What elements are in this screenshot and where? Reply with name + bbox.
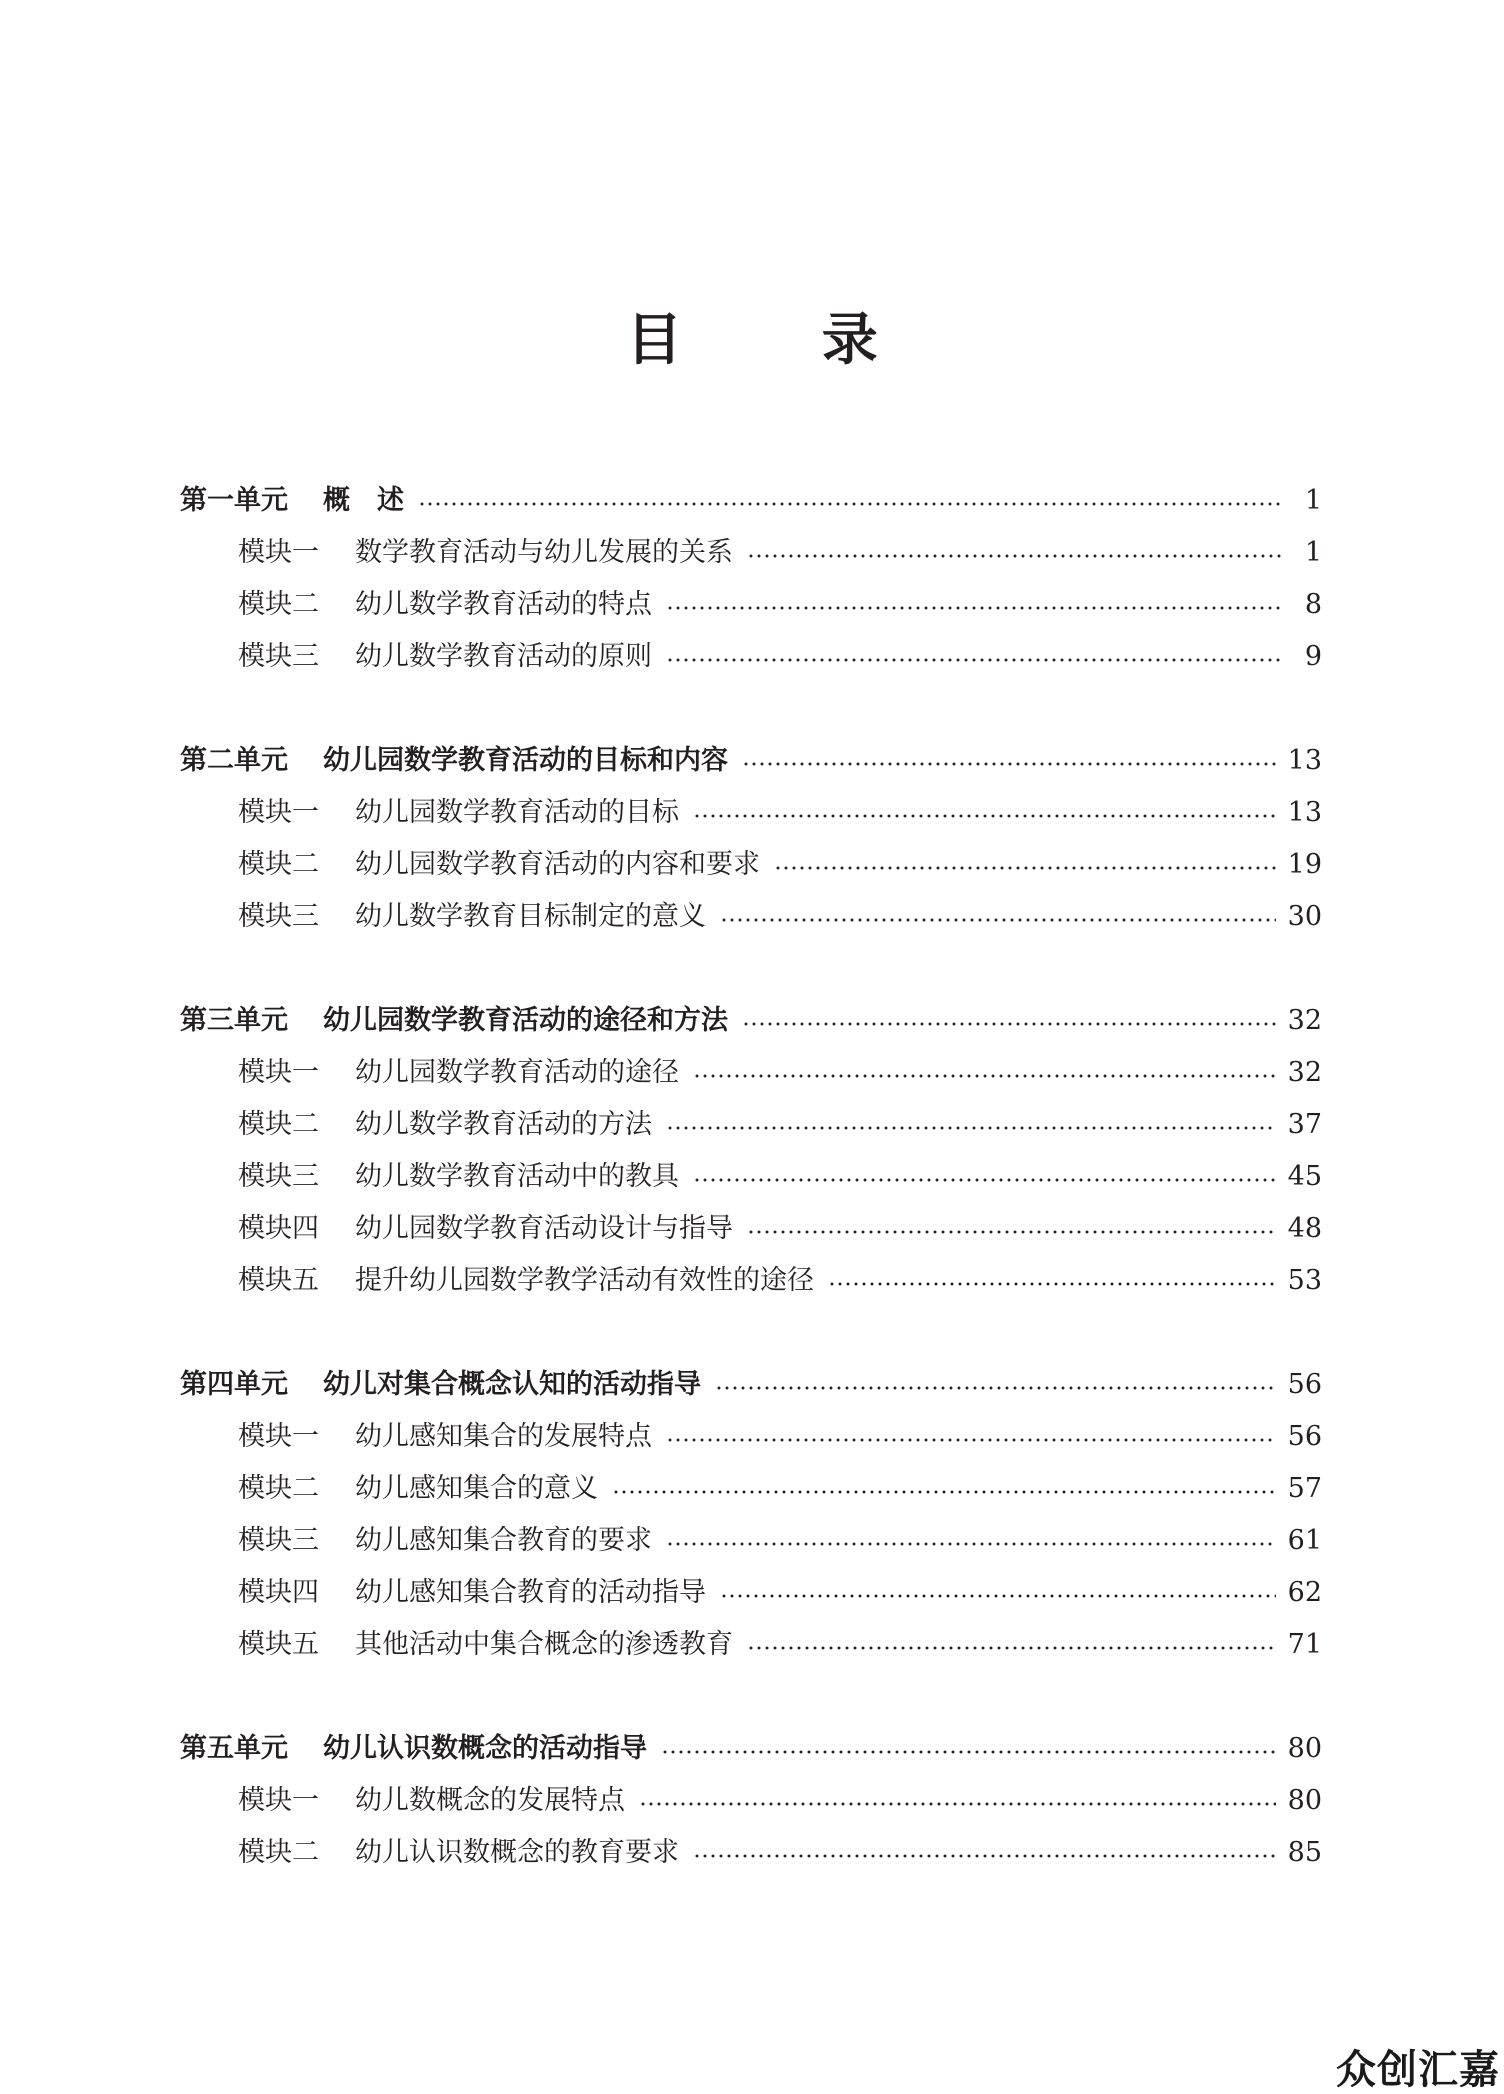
page-number: 85 (1287, 1837, 1322, 1868)
toc-module-entry[interactable] (180, 787, 1322, 839)
module-label: 模块三 (238, 1161, 319, 1192)
module-label: 模块二 (238, 1473, 319, 1504)
module-title: 幼儿数学教育目标制定的意义 (355, 901, 706, 932)
toc-unit-4 (180, 1359, 1322, 1671)
dot-leader (693, 814, 1276, 818)
module-title: 幼儿感知集合教育的要求 (355, 1525, 652, 1556)
module-label: 模块二 (238, 589, 319, 620)
dot-leader (693, 1074, 1276, 1078)
page-number: 56 (1287, 1421, 1322, 1452)
page-number: 8 (1304, 589, 1322, 620)
page-number: 53 (1287, 1265, 1322, 1296)
unit-title: 概 述 (323, 485, 404, 516)
module-label: 模块三 (238, 1525, 319, 1556)
module-title: 幼儿数学教育活动的方法 (355, 1109, 652, 1140)
page-number: 32 (1287, 1057, 1322, 1088)
module-label: 模块一 (238, 1785, 319, 1816)
dot-leader (742, 762, 1276, 766)
toc-unit-entry[interactable] (180, 995, 1322, 1047)
dot-leader (747, 1230, 1276, 1234)
dot-leader (715, 1386, 1276, 1390)
dot-leader (693, 1178, 1276, 1182)
module-label: 模块一 (238, 537, 319, 568)
module-title: 幼儿感知集合的发展特点 (355, 1421, 652, 1452)
unit-label: 第三单元 (180, 1005, 288, 1036)
unit-title: 幼儿认识数概念的活动指导 (323, 1733, 647, 1764)
module-label: 模块三 (238, 901, 319, 932)
unit-label: 第二单元 (180, 745, 288, 776)
module-title: 其他活动中集合概念的渗透教育 (355, 1629, 733, 1660)
module-title: 幼儿数学教育活动的原则 (355, 641, 652, 672)
page-number: 1 (1304, 537, 1322, 568)
page-number: 9 (1304, 641, 1322, 672)
module-label: 模块四 (238, 1577, 319, 1608)
dot-leader (661, 1750, 1276, 1754)
toc-module-entry[interactable] (180, 1411, 1322, 1463)
toc-module-entry[interactable] (180, 1567, 1322, 1619)
page-number: 1 (1304, 485, 1322, 516)
page-number: 13 (1287, 797, 1322, 828)
toc-module-entry[interactable] (180, 1047, 1322, 1099)
toc-module-entry[interactable] (180, 1827, 1322, 1879)
module-label: 模块五 (238, 1265, 319, 1296)
module-title: 幼儿园数学教育活动的目标 (355, 797, 679, 828)
dot-leader (828, 1282, 1276, 1286)
module-label: 模块三 (238, 641, 319, 672)
dot-leader (774, 866, 1276, 870)
page-number: 71 (1287, 1629, 1322, 1660)
dot-leader (720, 918, 1276, 922)
page-number: 62 (1287, 1577, 1322, 1608)
page-number: 45 (1287, 1161, 1322, 1192)
toc-unit-entry[interactable] (180, 475, 1322, 527)
toc-unit-5 (180, 1723, 1322, 1879)
toc-module-entry[interactable] (180, 891, 1322, 943)
toc-module-entry[interactable] (180, 579, 1322, 631)
module-title: 幼儿园数学教育活动的途径 (355, 1057, 679, 1088)
page-number: 19 (1287, 849, 1322, 880)
dot-leader (666, 1438, 1276, 1442)
toc-unit-entry[interactable] (180, 1723, 1322, 1775)
page-number: 30 (1287, 901, 1322, 932)
module-title: 幼儿数学教育活动中的教具 (355, 1161, 679, 1192)
dot-leader (747, 1646, 1276, 1650)
unit-title: 幼儿园数学教育活动的目标和内容 (323, 745, 728, 776)
toc-module-entry[interactable] (180, 1775, 1322, 1827)
page-number: 37 (1287, 1109, 1322, 1140)
module-label: 模块二 (238, 1109, 319, 1140)
toc-unit-1 (180, 475, 1322, 683)
dot-leader (693, 1854, 1276, 1858)
module-label: 模块四 (238, 1213, 319, 1244)
dot-leader (612, 1490, 1276, 1494)
page-number: 80 (1287, 1785, 1322, 1816)
toc-module-entry[interactable] (180, 1515, 1322, 1567)
toc-module-entry[interactable] (180, 1203, 1322, 1255)
dot-leader (666, 606, 1284, 610)
toc-module-entry[interactable] (180, 1619, 1322, 1671)
module-title: 数学教育活动与幼儿发展的关系 (355, 537, 733, 568)
module-label: 模块二 (238, 849, 319, 880)
module-title: 提升幼儿园数学教学活动有效性的途径 (355, 1265, 814, 1296)
toc-unit-entry[interactable] (180, 735, 1322, 787)
dot-leader (418, 502, 1284, 506)
module-title: 幼儿感知集合的意义 (355, 1473, 598, 1504)
dot-leader (742, 1022, 1276, 1026)
unit-title: 幼儿对集合概念认知的活动指导 (323, 1369, 701, 1400)
toc-module-entry[interactable] (180, 1099, 1322, 1151)
page-title: 目 录 (626, 307, 938, 373)
toc-module-entry[interactable] (180, 631, 1322, 683)
toc-unit-3 (180, 995, 1322, 1307)
page-number: 56 (1287, 1369, 1322, 1400)
dot-leader (639, 1802, 1276, 1806)
page-number: 48 (1287, 1213, 1322, 1244)
dot-leader (666, 1542, 1276, 1546)
table-of-contents (180, 475, 1322, 1879)
page-number: 57 (1287, 1473, 1322, 1504)
module-label: 模块一 (238, 1421, 319, 1452)
page-number: 13 (1287, 745, 1322, 776)
module-title: 幼儿感知集合教育的活动指导 (355, 1577, 706, 1608)
module-label: 模块一 (238, 1057, 319, 1088)
page-number: 32 (1287, 1005, 1322, 1036)
toc-module-entry[interactable] (180, 839, 1322, 891)
module-title: 幼儿园数学教育活动设计与指导 (355, 1213, 733, 1244)
toc-unit-2 (180, 735, 1322, 943)
page-number: 80 (1287, 1733, 1322, 1764)
toc-module-entry[interactable] (180, 1463, 1322, 1515)
dot-leader (666, 1126, 1276, 1130)
watermark-logo: 众创汇嘉 (1336, 2047, 1500, 2093)
module-title: 幼儿数概念的发展特点 (355, 1785, 625, 1816)
unit-title: 幼儿园数学教育活动的途径和方法 (323, 1005, 728, 1036)
unit-label: 第一单元 (180, 485, 288, 516)
toc-module-entry[interactable] (180, 1255, 1322, 1307)
module-label: 模块五 (238, 1629, 319, 1660)
module-title: 幼儿园数学教育活动的内容和要求 (355, 849, 760, 880)
dot-leader (747, 554, 1284, 558)
module-label: 模块二 (238, 1837, 319, 1868)
toc-module-entry[interactable] (180, 1151, 1322, 1203)
toc-unit-entry[interactable] (180, 1359, 1322, 1411)
module-label: 模块一 (238, 797, 319, 828)
toc-module-entry[interactable] (180, 527, 1322, 579)
page-number: 61 (1287, 1525, 1322, 1556)
unit-label: 第四单元 (180, 1369, 288, 1400)
unit-label: 第五单元 (180, 1733, 288, 1764)
module-title: 幼儿认识数概念的教育要求 (355, 1837, 679, 1868)
module-title: 幼儿数学教育活动的特点 (355, 589, 652, 620)
dot-leader (720, 1594, 1276, 1598)
dot-leader (666, 658, 1284, 662)
